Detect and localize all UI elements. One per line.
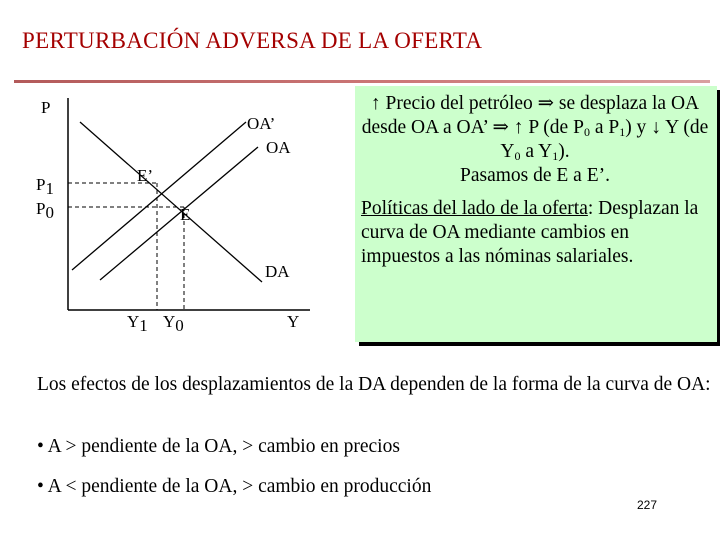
slide-title: PERTURBACIÓN ADVERSA DE LA OFERTA bbox=[22, 28, 483, 53]
x-axis-label: Y bbox=[287, 312, 300, 331]
explanation-box bbox=[355, 86, 717, 342]
page-number: 227 bbox=[637, 498, 658, 512]
title-rule bbox=[14, 80, 710, 83]
bullet-item-production: • A < pendiente de la OA, > cambio en producción bbox=[37, 476, 432, 497]
oa-curve bbox=[100, 147, 258, 280]
e-label: E bbox=[180, 205, 191, 224]
supply-side-policies: Políticas del lado de la oferta: Desplazan la curva de OA mediante cambios en impuestos a las nóminas salariales. bbox=[361, 198, 699, 267]
y0-label: Y0 bbox=[163, 312, 184, 335]
supply-demand-diagram bbox=[0, 84, 350, 344]
p1-label: P1 bbox=[36, 175, 54, 198]
y-axis-label: P bbox=[41, 98, 51, 117]
body-text: Los efectos de los desplazamientos de la DA dependen de la forma de la curva de OA: bbox=[37, 374, 711, 395]
oa-label: OA bbox=[266, 138, 291, 157]
da-curve bbox=[80, 122, 262, 282]
oa-prime-label: OA’ bbox=[247, 114, 276, 133]
bullet-item-prices: • A > pendiente de la OA, > cambio en precios bbox=[37, 436, 400, 457]
y1-label: Y1 bbox=[127, 312, 148, 335]
da-label: DA bbox=[265, 262, 290, 281]
oil-price-explanation: ↑ Precio del petróleo ⇒ se desplaza la OA desde OA a OA’ ⇒ ↑ P (de $P_0$ a $P_1$) y ↓ Y (de $Y_0$ a $Y_1$). Pasamos de E a E’. bbox=[361, 93, 709, 186]
oa-prime-curve bbox=[72, 122, 246, 270]
p0-label: P0 bbox=[36, 199, 54, 222]
e-prime-label: E’ bbox=[137, 166, 154, 185]
